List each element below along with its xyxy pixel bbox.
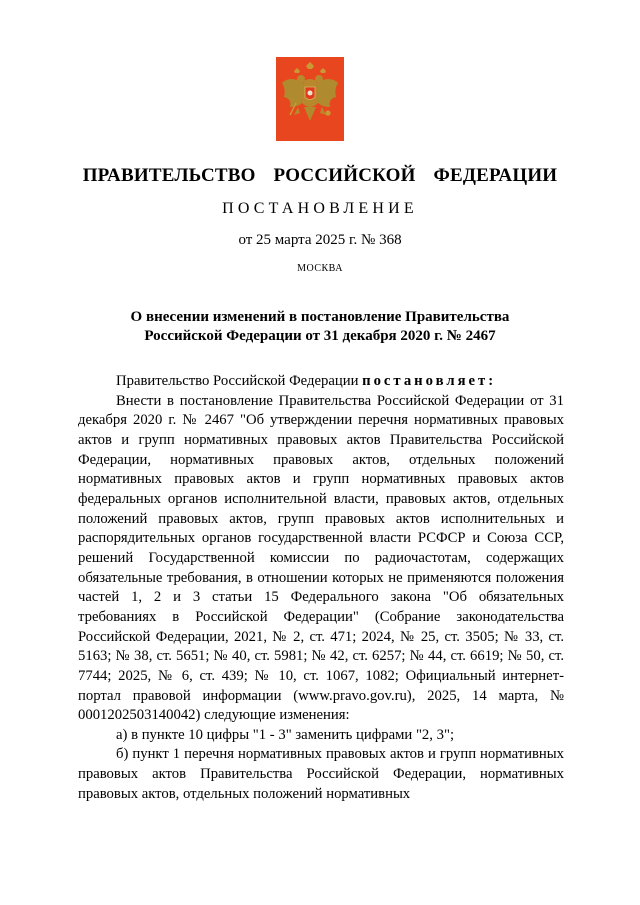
- document-body: [78, 372, 564, 804]
- subject-line-1: О внесении изменений в постановление Правительства: [130, 309, 510, 325]
- subject-line-2: Российской Федерации от 31 декабря 2020 г. № 2467: [144, 328, 496, 344]
- paragraph-item-b: б) пункт 1 перечня нормативных правовых актов и групп нормативных правовых актов Правительства Российской Федерации, нормативных правовых актов, отдельных положений нормативных: [78, 746, 564, 802]
- paragraph-item-a: а) в пункте 10 цифры "1 - 3" заменить цифрами "2, 3";: [116, 726, 455, 743]
- document-city: МОСКВА: [297, 263, 343, 274]
- resolves-word: постановляет:: [362, 373, 497, 389]
- document-type: ПОСТАНОВЛЕНИЕ: [222, 200, 418, 217]
- intro-text: Правительство Российской Федерации: [116, 373, 363, 389]
- paragraph-main: Внести в постановление Правительства Российской Федерации от 31 декабря 2020 г. № 2467 "Об утверждении перечня нормативных правовых актов и групп нормативных правовых актов Правительства Российской Федерации, нормативных правовых актов, отдельных положений нормативных правовых актов и групп нормативных правовых актов федеральных органов исполнительной власти, правовых актов, отдельных положений правовых актов, групп правовых актов исполнительных и распорядительных органов государственной власти РСФСР и Союза ССР, решений Государственной комиссии по радиочастотам, содержащих обязательные требования, в отношении которых не применяются положения частей 1, 2 и 3 статьи 15 Федерального закона "Об обязательных требованиях в Российской Федерации" (Собрание законодательства Российской Федерации, 2021, № 2, ст. 471; 2024, № 25, ст. 3505; № 33, ст. 5163; № 38, ст. 5651; № 40, ст. 5981; № 42, ст. 6257; № 44, ст. 6619; № 50, ст. 7744; 2025, № 6, ст. 439; № 10, ст. 1067, 1082; Официальный интернет-портал правовой информации (www.pravo.gov.ru), 2025, 14 марта, № 0001202503140042) следующие изменения:: [78, 392, 564, 724]
- government-name: ПРАВИТЕЛЬСТВО РОССИЙСКОЙ ФЕДЕРАЦИИ: [82, 165, 558, 186]
- intro-paragraph: [78, 372, 564, 392]
- document-date-number: от 25 марта 2025 г. № 368: [238, 232, 402, 248]
- russian-coat-of-arms-icon: [276, 57, 344, 141]
- document-subject: [0, 308, 640, 346]
